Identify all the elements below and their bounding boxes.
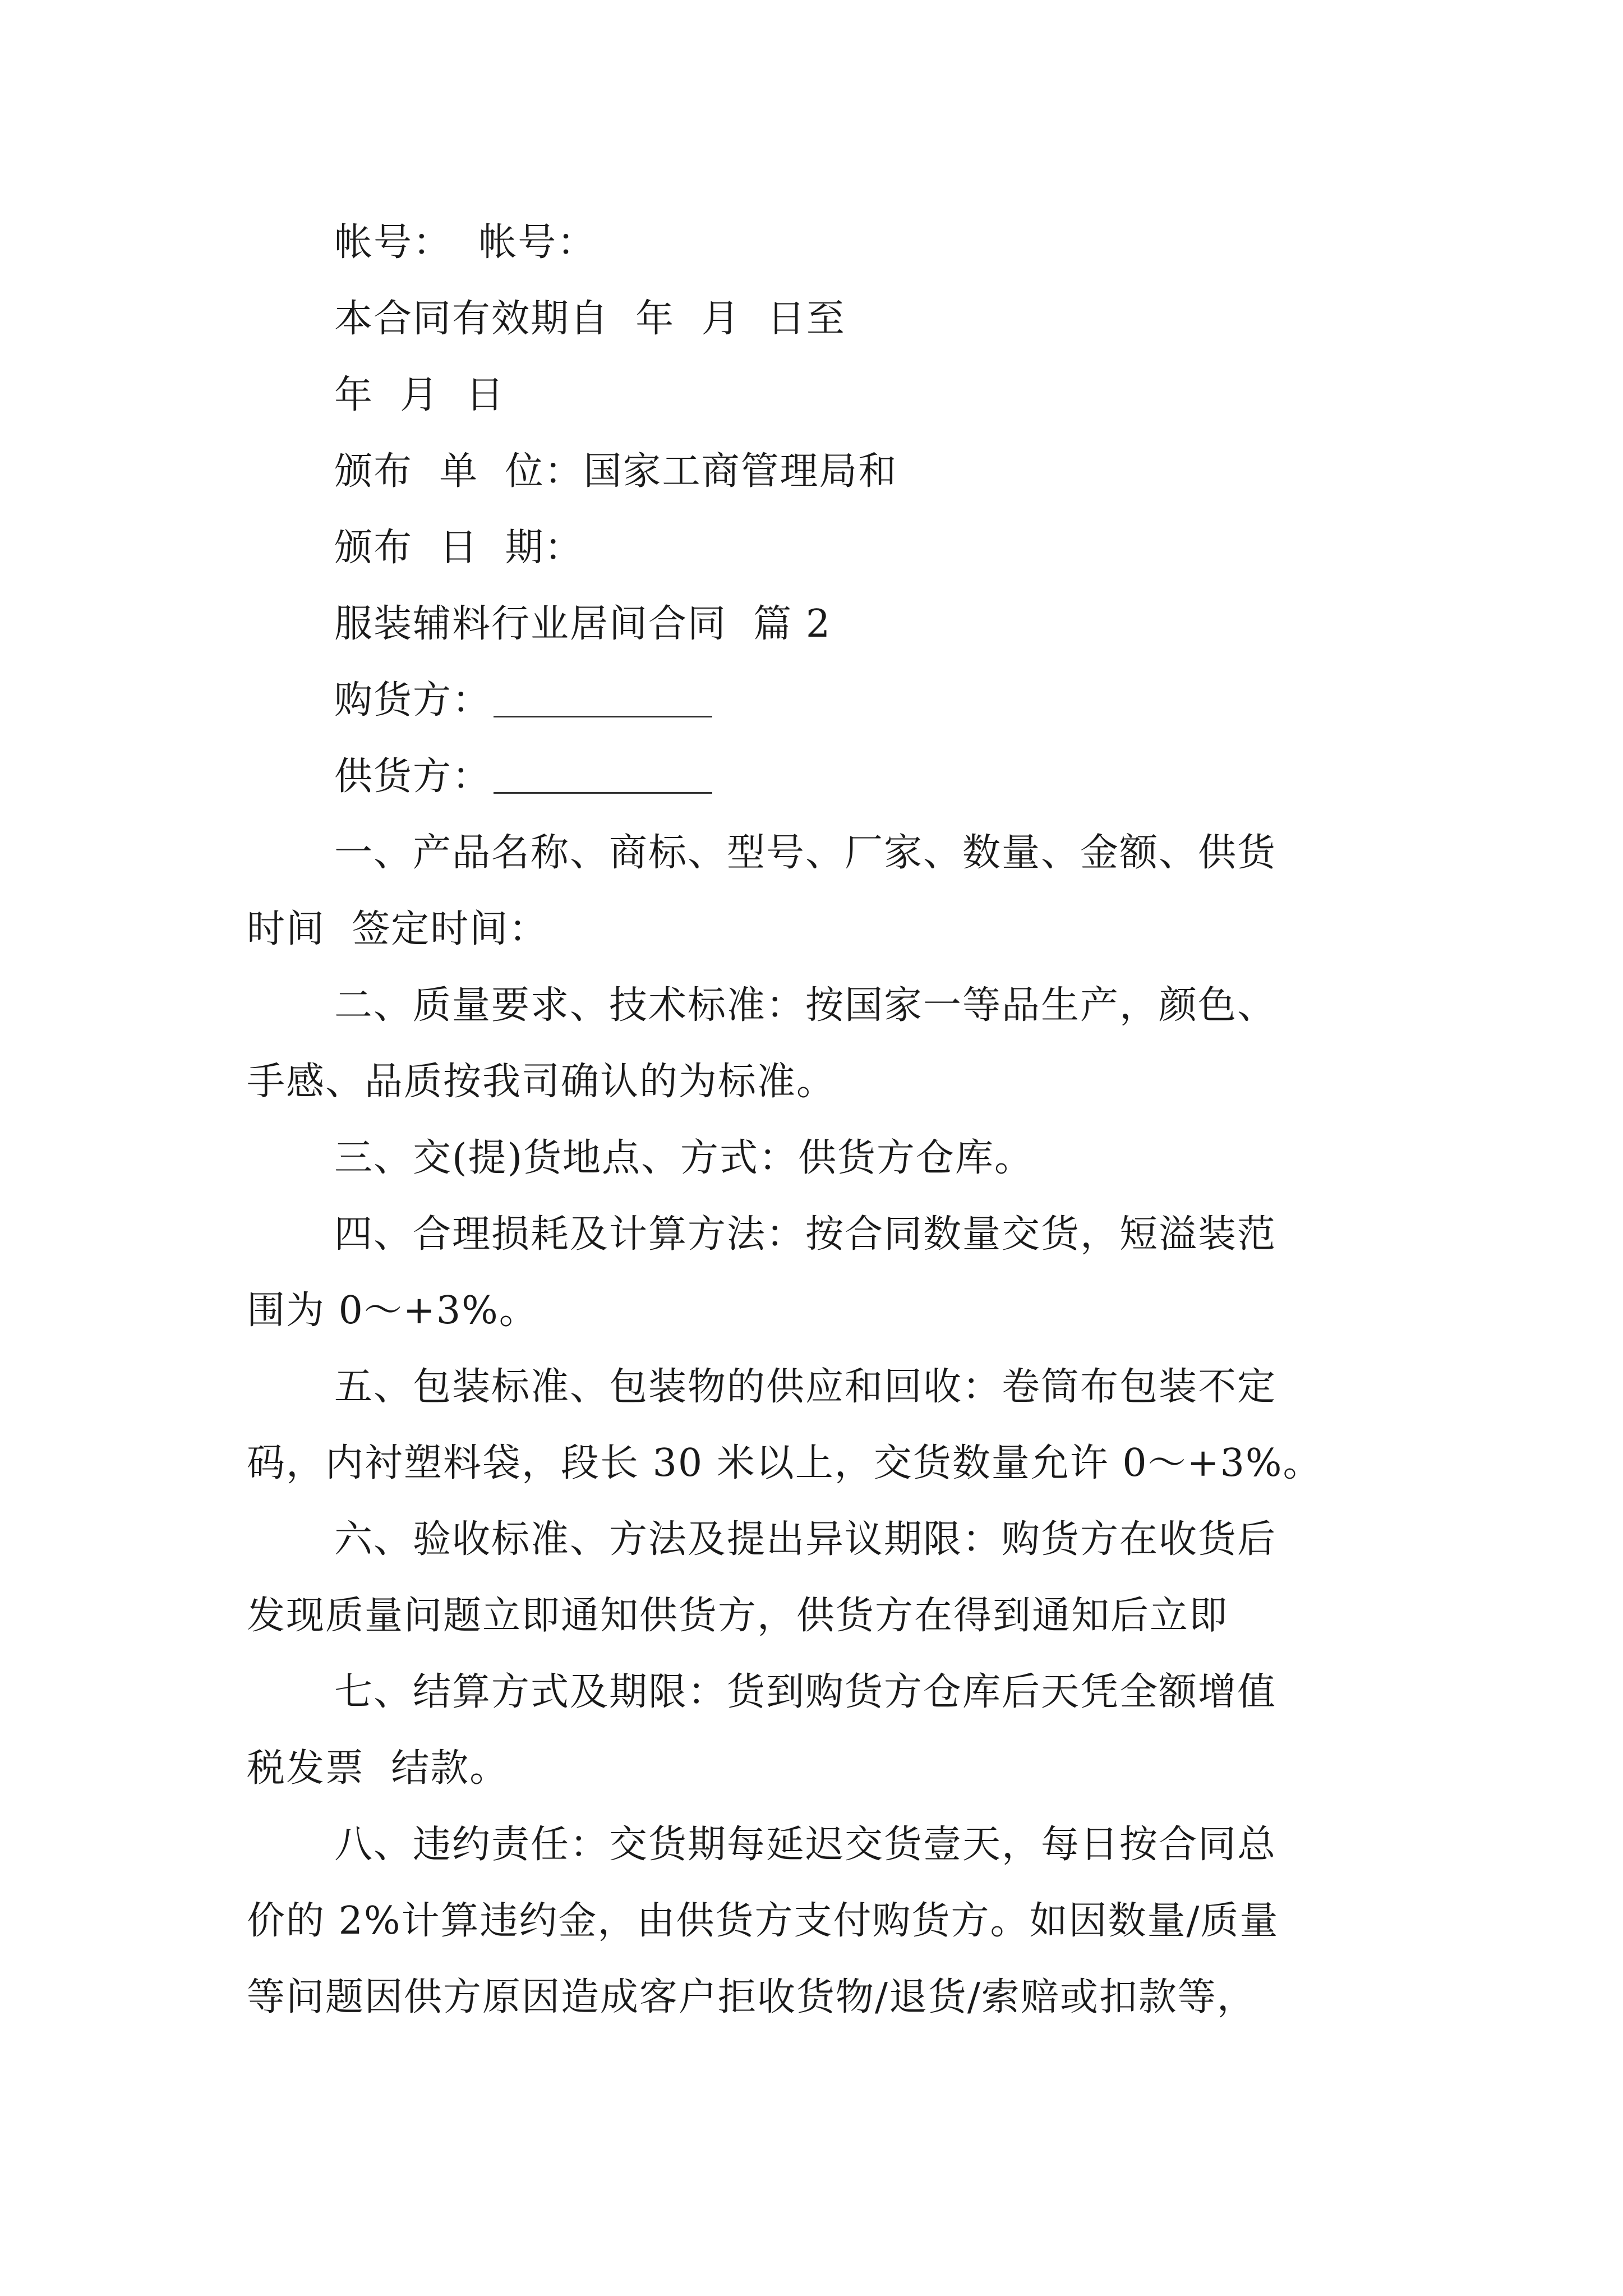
clause-2-line-1: 二、质量要求、技术标准：按国家一等品生产，颜色、 <box>334 983 1277 1028</box>
clause-1-line-1: 一、产品名称、商标、型号、厂家、数量、金额、供货 <box>334 831 1277 875</box>
buyer-label: 购货方： <box>334 678 492 723</box>
clause-7-line-2: 税发票 结款。 <box>247 1746 509 1791</box>
clause-8-line-3: 等问题因供方原因造成客户拒收货物/退货/索赔或扣款等， <box>247 1975 1256 2019</box>
clause-7-line-1: 七、结算方式及期限：货到购货方仓库后天凭全额增值 <box>334 1670 1277 1714</box>
section-title: 服装辅料行业居间合同 篇 2 <box>334 602 832 646</box>
clause-5-line-1: 五、包装标准、包装物的供应和回收：卷筒布包装不定 <box>334 1365 1277 1409</box>
issue-date-line: 颁布 日 期： <box>334 526 584 570</box>
clause-1-line-2: 时间 签定时间： <box>247 907 548 951</box>
clause-2-line-2: 手感、品质按我司确认的为标准。 <box>247 1060 836 1104</box>
validity-end-line: 年 月 日 <box>334 373 505 417</box>
buyer-line <box>334 675 712 726</box>
buyer-blank <box>494 682 712 717</box>
clause-5-line-2: 码，内衬塑料袋，段长 30 米以上，交货数量允许 0～+3%。 <box>247 1441 1322 1485</box>
clause-6-line-1: 六、验收标准、方法及提出异议期限：购货方在收货后 <box>334 1517 1277 1562</box>
supplier-line <box>334 752 712 802</box>
clause-4-line-1: 四、合理损耗及计算方法：按合同数量交货，短溢装范 <box>334 1212 1277 1257</box>
clause-3-line: 三、交(提)货地点、方式：供货方仓库。 <box>334 1136 1034 1180</box>
supplier-label: 供货方： <box>334 754 492 799</box>
clause-6-line-2: 发现质量问题立即通知供货方，供货方在得到通知后立即 <box>247 1594 1229 1638</box>
validity-line: 本合同有效期自 年 月 日至 <box>334 297 846 341</box>
clause-8-line-2: 价的 2%计算违约金，由供货方支付购货方。如因数量/质量 <box>247 1899 1279 1943</box>
clause-8-line-1: 八、违约责任：交货期每延迟交货壹天，每日按合同总 <box>334 1823 1277 1867</box>
clause-4-line-2: 围为 0～+3%。 <box>247 1289 538 1333</box>
supplier-blank <box>494 758 712 794</box>
issuer-line: 颁布 单 位：国家工商管理局和 <box>334 449 898 494</box>
account-line: 帐号： 帐号： <box>334 220 597 265</box>
